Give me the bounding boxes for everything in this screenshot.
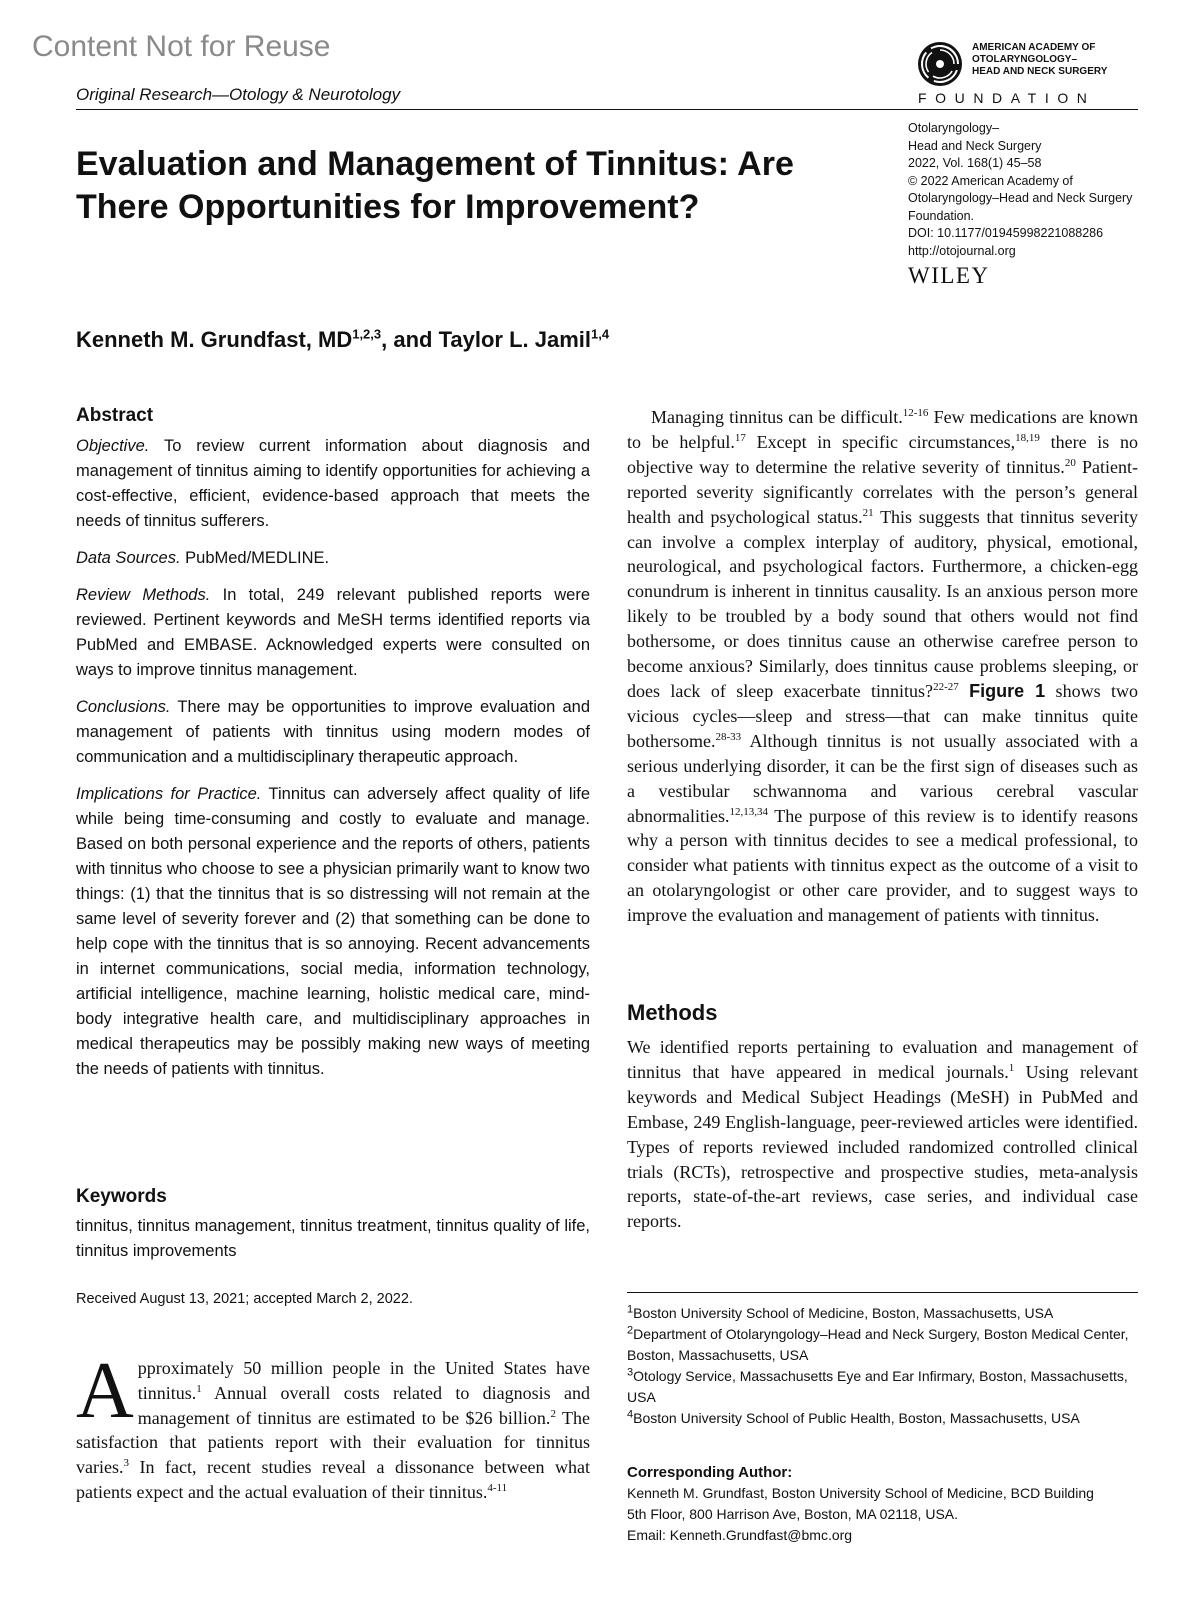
body-text: Although tinnitus is not usually associated with a serious underlying disorder, it can be the first sign of diseases such as a vestibular schwannoma and various cerebral vascular abnormalities. <box>627 730 1138 826</box>
body-text: Patient-reported severity significantly correlates with the person’s general health and psychological status. <box>627 456 1138 527</box>
abstract-review-methods <box>76 583 590 683</box>
corresponding-line: 5th Floor, 800 Harrison Ave, Boston, MA 02118, USA. <box>627 1506 959 1522</box>
publisher-logo: WILEY <box>908 263 990 288</box>
intro-text: pproximately 50 million people in the United States have tinnitus. <box>137 1358 590 1403</box>
keywords-text: tinnitus, tinnitus management, tinnitus treatment, tinnitus quality of life, tinnitus improvements <box>76 1217 590 1260</box>
citation-ref: 22-27 <box>933 680 959 693</box>
affiliation-number: 1 <box>627 1303 634 1316</box>
affiliation-text: Otology Service, Massachusetts Eye and Ear Infirmary, Boston, Massachusetts, USA <box>627 1368 1128 1405</box>
author-name: Taylor L. Jamil <box>438 327 592 352</box>
swirl-logo-icon <box>916 40 964 88</box>
abstract-text: In total, 249 relevant published reports were reviewed. Pertinent keywords and MeSH terms identified reports via PubMed and EMBASE. Acknowledged experts were consulted on ways to improve tinnitus management. <box>76 586 591 679</box>
citation-ref: 1 <box>196 1382 202 1395</box>
citation-ref: 12,13,34 <box>729 805 768 818</box>
affiliation-item <box>627 1366 1138 1408</box>
keywords-heading: Keywords <box>76 1186 167 1207</box>
article-title: Evaluation and Management of Tinnitus: Are There Opportunities for Improvement? <box>76 145 794 226</box>
intro-text: In fact, recent studies reveal a dissonance between what patients expect and the actual evaluation of their tinnitus. <box>76 1457 590 1502</box>
abstract-text: Tinnitus can adversely affect quality of life while being time-consuming and costly to evaluate and manage. Based on both personal experience and the reports of others, patients with tinnitus who choose to see a physician primarily want to know two things: (1) that the tinnitus that is so distressing will not remain at the same level of severity forever and (2) that something can be done to help cope with the tinnitus that is so annoying. Recent advancements in internet communications, social media, information technology, artificial intelligence, machine learning, holistic medical care, mind-body integrative health care, and multidisciplinary approaches in medical therapeutics may be possibly making new ways of meeting the needs of patients with tinnitus. <box>76 785 591 1078</box>
affiliation-text: Boston University School of Medicine, Boston, Massachusetts, USA <box>633 1305 1054 1321</box>
corresponding-label: Corresponding Author: <box>627 1464 793 1481</box>
abstract-text: To review current information about diagnosis and management of tinnitus aiming to identify opportunities for achieving a cost-effective, efficient, evidence-based approach that meets the needs of tinnitus sufferers. <box>76 437 590 530</box>
journal-meta <box>908 120 1148 260</box>
figure-ref-link[interactable]: Figure 1 <box>969 680 1046 701</box>
affiliation-item <box>627 1408 1138 1429</box>
corresponding-email[interactable]: Email: Kenneth.Grundfast@bmc.org <box>627 1527 853 1543</box>
journal-copyright: © 2022 American Academy of Otolaryngology–Head and Neck Surgery Foundation. <box>908 173 1133 223</box>
citation-ref: 3 <box>123 1457 129 1470</box>
abstract-text: PubMed/MEDLINE. <box>180 549 330 567</box>
affiliation-text: Boston University School of Public Health, Boston, Massachusetts, USA <box>633 1410 1080 1426</box>
affiliations <box>627 1303 1138 1429</box>
body-text: We identified reports pertaining to evaluation and management of tinnitus that have appeared in medical journals. <box>627 1037 1138 1082</box>
header-rule <box>76 109 1138 110</box>
corresponding-author <box>627 1462 1138 1546</box>
citation-ref: 1 <box>1008 1061 1015 1074</box>
body-text: This suggests that tinnitus severity can involve a complex interplay of auditory, physical, emotional, neurological, and psychological factors. Furthermore, a chicken-egg conundrum is inherent in tinnitus causality. Is an anxious person more likely to be troubled by a body sound that others would not find bothersome, or does tinnitus cause an otherwise carefree person to become anxious? Similarly, does tinnitus cause problems sleeping, or does lack of sleep exacerbate tinnitus? <box>627 506 1138 701</box>
abstract-label: Objective. <box>76 437 150 455</box>
body-text: shows two vicious cycles—sleep and stress—that can make tinnitus quite bothersome. <box>627 680 1139 751</box>
body-text: Using relevant keywords and Medical Subject Headings (MeSH) in PubMed and Embase, 249 English-language, peer-reviewed articles were identified. Types of reports reviewed included randomized controlled clinical trials (RCTs), retrospective and prospective studies, meta-analysis reports, state-of-the-art reviews, case series, and individual case reports. <box>627 1061 1138 1232</box>
body-paragraph <box>627 405 1138 928</box>
journal-doi: DOI: 10.1177/01945998221088286 <box>908 226 1104 240</box>
journal-url[interactable]: http://otojournal.org <box>908 243 1016 258</box>
intro-paragraph <box>76 1347 591 1505</box>
abstract-heading: Abstract <box>76 405 154 426</box>
body-text: there is no objective way to determine the relative severity of tinnitus. <box>627 431 1138 477</box>
affiliation-item <box>627 1324 1138 1366</box>
aao-hns-foundation-logo <box>916 38 1146 108</box>
abstract-label: Data Sources. <box>76 549 181 567</box>
affiliation-number: 3 <box>627 1366 634 1379</box>
author-affiliation-ref: 1,4 <box>591 326 610 342</box>
abstract-objective <box>76 434 590 534</box>
citation-ref: 17 <box>734 431 746 444</box>
body-text: Except in specific circumstances, <box>745 431 1016 452</box>
author-joiner: , and <box>381 327 439 352</box>
body-text: Managing tinnitus can be difficult. <box>651 407 903 427</box>
abstract-conclusions <box>76 695 590 770</box>
corresponding-line: Kenneth M. Grundfast, Boston University School of Medicine, BCD Building <box>627 1485 1094 1501</box>
intro-text: Annual overall costs related to diagnosis and management of tinnitus are estimated to be $26 billion. <box>137 1382 590 1428</box>
author-affiliation-ref: 1,2,3 <box>352 326 382 342</box>
journal-name: Otolaryngology– Head and Neck Surgery <box>908 121 1042 153</box>
watermark: Content Not for Reuse <box>32 30 331 63</box>
received-date: Received August 13, 2021; accepted March 2, 2022. <box>76 1291 413 1307</box>
abstract-label: Conclusions. <box>76 698 171 716</box>
citation-ref: 4-11 <box>487 1481 508 1494</box>
logo-foundation: FOUNDATION <box>918 90 1096 106</box>
intro-text: The satisfaction that patients report with their evaluation for tinnitus varies. <box>76 1407 591 1478</box>
drop-cap: A <box>76 1347 134 1435</box>
affiliation-rule <box>627 1292 1138 1293</box>
affiliation-number: 2 <box>627 1324 634 1337</box>
affiliation-item <box>627 1303 1138 1324</box>
methods-heading: Methods <box>627 1000 718 1025</box>
abstract-data-sources <box>76 546 590 571</box>
abstract-implications <box>76 782 590 1082</box>
author-name: Kenneth M. Grundfast, MD <box>76 327 353 352</box>
methods-paragraph <box>627 1035 1138 1234</box>
section-label: Original Research—Otology & Neurotology <box>76 85 401 104</box>
abstract-label: Implications for Practice. <box>76 785 262 803</box>
citation-ref: 18,19 <box>1015 431 1040 444</box>
citation-ref: 2 <box>550 1407 556 1420</box>
abstract-body <box>76 434 590 1094</box>
citation-ref: 12-16 <box>902 407 929 419</box>
logo-org-name: AMERICAN ACADEMY OF OTOLARYNGOLOGY– HEAD AND NECK SURGERY <box>972 42 1108 77</box>
abstract-text: There may be opportunities to improve evaluation and management of patients with tinnitus using modern modes of communication and a multidisciplinary therapeutic approach. <box>76 698 590 766</box>
journal-volume: 2022, Vol. 168(1) 45–58 <box>908 156 1042 170</box>
citation-ref: 20 <box>1064 456 1076 469</box>
citation-ref: 21 <box>862 506 874 519</box>
affiliation-number: 4 <box>627 1408 634 1421</box>
body-text: The purpose of this review is to identify reasons why a person with tinnitus decides to see a medical professional, to consider what patients with tinnitus expect as the outcome of a visit to an otolaryngologist or other care provider, and to suggest ways to improve the evaluation and management of patients with tinnitus. <box>627 805 1138 926</box>
citation-ref: 28-33 <box>715 730 742 743</box>
affiliation-text: Department of Otolaryngology–Head and Neck Surgery, Boston Medical Center, Boston, Massachusetts, USA <box>627 1326 1129 1363</box>
abstract-label: Review Methods. <box>76 586 211 604</box>
author-list <box>76 327 609 353</box>
body-text: Few medications are known to be helpful. <box>627 407 1138 452</box>
